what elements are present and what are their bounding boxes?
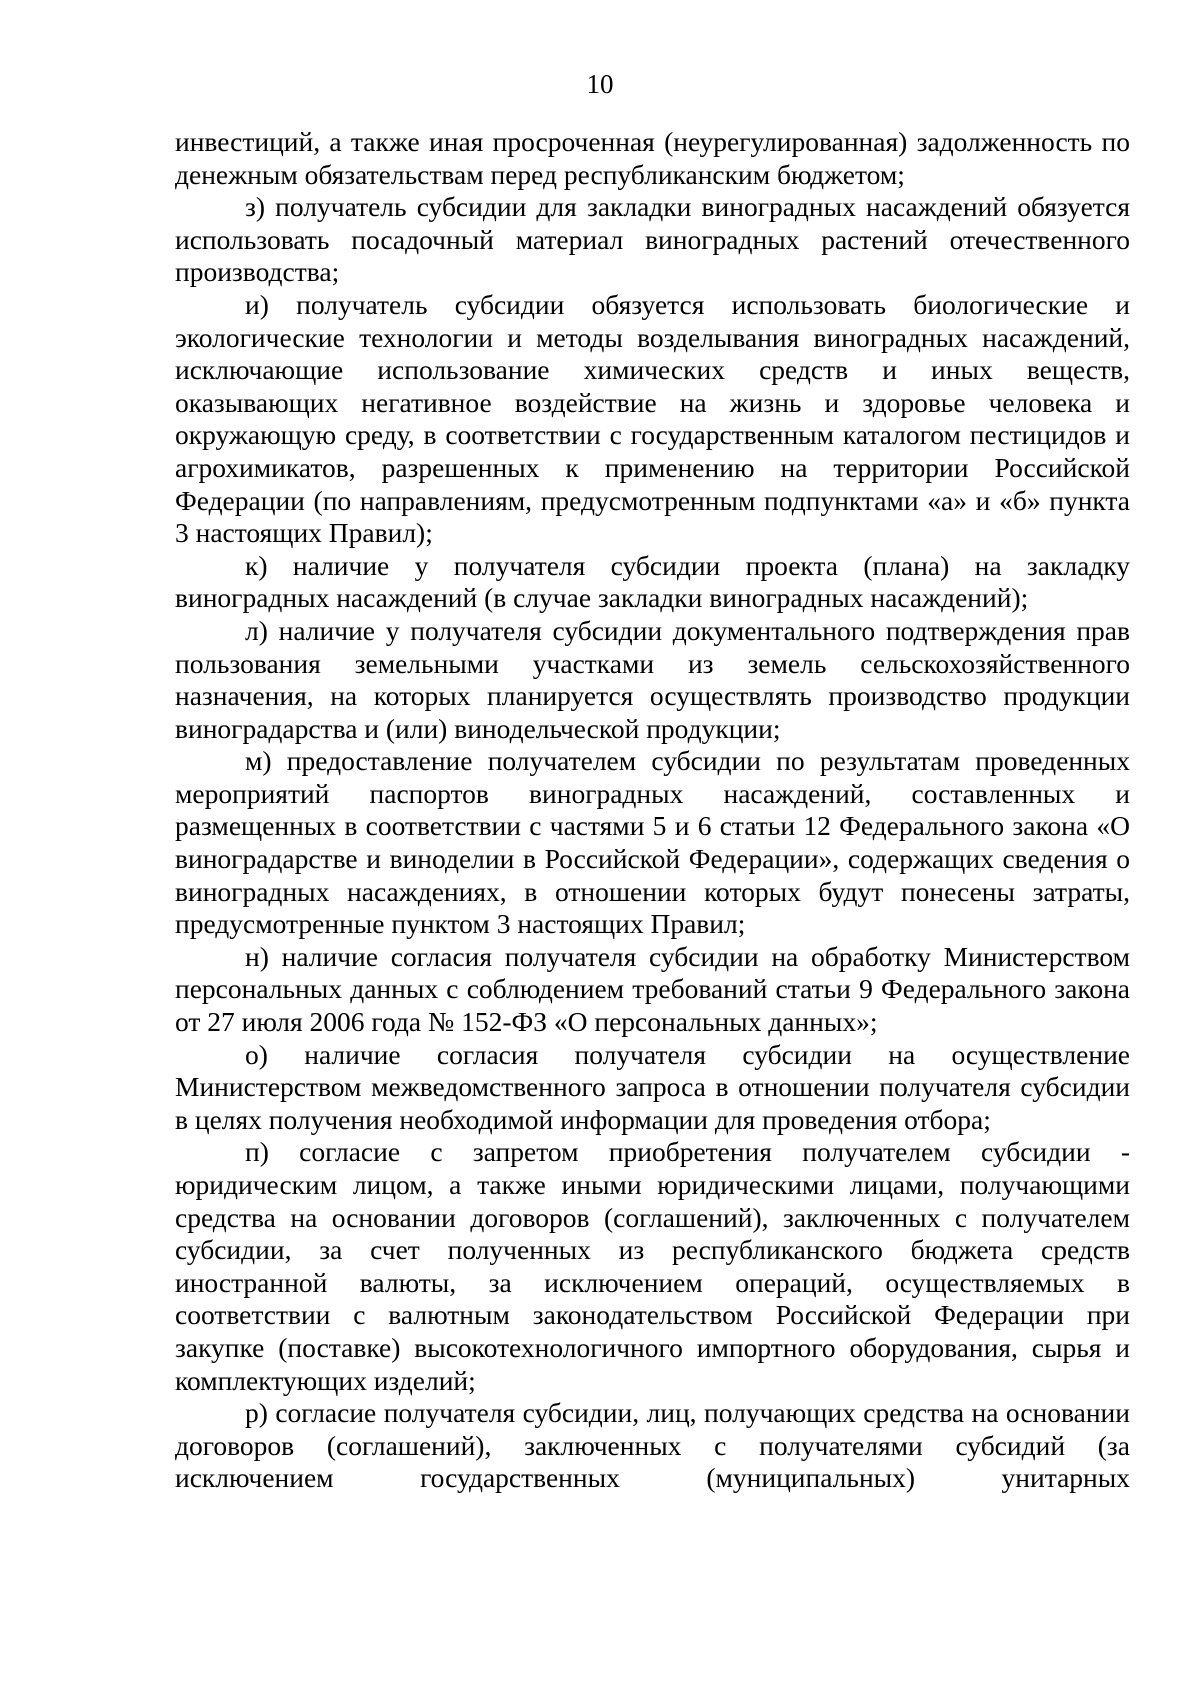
paragraph-item-m: м) предоставление получателем субсидии по результатам проведенных мероприятий паспортов виноградных насаждений, составленных и размещенных в соответствии с частями 5 и 6 статьи 12 Федерального закона «О виноградарстве и виноделии в Российской Федерации», содержащих сведения о виноградных насаждениях, в отношении которых будут понесены затраты, предусмотренные пунктом 3 настоящих Правил; — [175, 745, 1130, 940]
paragraph-item-k: к) наличие у получателя субсидии проекта (плана) на закладку виноградных насаждений (в случае закладки виноградных насаждений); — [175, 549, 1130, 614]
paragraph-continuation: инвестиций, а также иная просроченная (неурегулированная) задолженность по денежным обязательствам перед республиканским бюджетом; — [175, 126, 1130, 190]
document-body — [175, 126, 1130, 1495]
paragraph-item-z: з) получатель субсидии для закладки виноградных насаждений обязуется использовать посадочный материал виноградных растений отечественного производства; — [175, 191, 1130, 288]
page-number: 10 — [586, 69, 614, 99]
paragraph-item-n: н) наличие согласия получателя субсидии на обработку Министерством персональных данных с соблюдением требований статьи 9 Федерального закона от 27 июля 2006 года № 152-ФЗ «О персональных данных»; — [175, 940, 1130, 1038]
paragraph-item-o: о) наличие согласия получателя субсидии на осуществление Министерством межведомственного запроса в отношении получателя субсидии в целях получения необходимой информации для проведения отбора; — [175, 1038, 1130, 1135]
paragraph-item-r: р) согласие получателя субсидии, лиц, получающих средства на основании договоров (соглашений), заключенных с получателями субсидий (за исключением государственных (муниципальных) унитарных — [175, 1397, 1130, 1494]
paragraph-item-p: п) согласие с запретом приобретения получателем субсидии - юридическим лицом, а также иными юридическими лицами, получающими средства на основании договоров (соглашений), заключенных с получателем субсидии, за счет полученных из республиканского бюджета средств иностранной валюты, за исключением операций, осуществляемых в соответствии с валютным законодательством Российской Федерации при закупке (поставке) высокотехнологичного импортного оборудования, сырья и комплектующих изделий; — [175, 1136, 1130, 1396]
paragraph-item-i: и) получатель субсидии обязуется использовать биологические и экологические технологии и методы возделывания виноградных насаждений, исключающие использование химических средств и иных веществ, оказывающих негативное воздействие на жизнь и здоровье человека и окружающую среду, в соответствии с государственным каталогом пестицидов и агрохимикатов, разрешенных к применению на территории Российской Федерации (по направлениям, предусмотренным подпунктами «а» и «б» пункта 3 настоящих Правил); — [175, 288, 1130, 549]
paragraph-item-l: л) наличие у получателя субсидии документального подтверждения прав пользования земельными участками из земель сельскохозяйственного назначения, на которых планируется осуществлять производство продукции виноградарства и (или) винодельческой продукции; — [175, 614, 1130, 744]
